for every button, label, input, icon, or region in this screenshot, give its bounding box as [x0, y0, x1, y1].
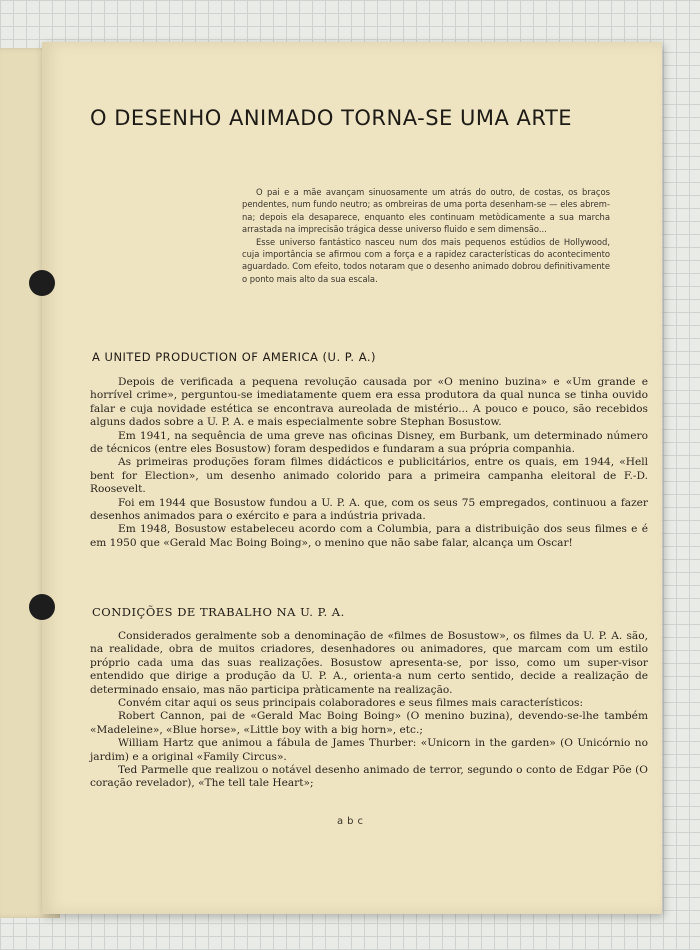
paragraph: Em 1941, na sequência de uma greve nas oficinas Disney, em Burbank, um determinado número de técnicos (entre eles Bosustow) foram despedidos e fundaram a sua própria companhia.: [90, 429, 648, 456]
paragraph: Robert Cannon, pai de «Gerald Mac Boing Boing» (O menino buzina), devendo-se-lhe também «Madeleine», «Blue horse», «Little boy with a big horn», etc.;: [90, 710, 648, 736]
document-page: [42, 42, 662, 914]
section-body-upa: [90, 376, 648, 550]
paragraph: Ted Parmelle que realizou o notável desenho animado de terror, segundo o conto de Edgar Põe (O coração revelador), «The tell tale Heart»;: [90, 764, 648, 790]
paragraph: Depois de verificada a pequena revolução causada por «O menino buzina» e «Um grande e horrível crime», perguntou-se imediatamente quem era essa produtora da qual nunca se tinha ouvido falar e cuja novidade estética se encontrava aureolada de mistério... A pouco e pouco, são recebidos alguns dados sobre a U. P. A. e mais especialmente sobre Stephan Bosustow.: [90, 376, 648, 429]
intro-paragraph: Esse universo fantástico nasceu num dos mais pequenos estúdios de Hollywood, cuja importância se afirmou com a força e a rapidez características do acontecimento aguardado. Com efeito, todos notaram que o desenho animado dobrou definitivamente o ponto mais alto da sua escala.: [242, 236, 610, 284]
paragraph: Em 1948, Bosustow estabeleceu acordo com a Columbia, para a distribuição dos seus filmes e é em 1950 que «Gerald Mac Boing Boing», o menino que não sabe falar, alcança um Oscar!: [90, 523, 648, 549]
section-heading-upa: A UNITED PRODUCTION OF AMERICA (U. P. A.): [92, 350, 377, 364]
paragraph: William Hartz que animou a fábula de James Thurber: «Unicorn in the garden» (O Unicórnio no jardim) e a original «Family Circus».: [90, 737, 648, 763]
paragraph: Considerados geralmente sob a denominação de «filmes de Bosustow», os filmes da U. P. A. são, na realidade, obra de muitos criadores, desenhadores ou animadores, que marcam com um estilo próprio cada uma das suas realizações. Bosustow apresenta-se, por isso, como um super-visor entendido que dirige a produção da U. P. A., orienta-a num certo sentido, decide a realização de determinado ensaio, mas não participa pràticamente na realização.: [90, 630, 648, 696]
punch-hole-top: [29, 270, 55, 296]
section-heading-conditions: CONDIÇÕES DE TRABALHO NA U. P. A.: [92, 605, 345, 619]
intro-excerpt: [242, 186, 610, 285]
page-title: O DESENHO ANIMADO TORNA-SE UMA ARTE: [90, 106, 573, 130]
punch-hole-bottom: [29, 594, 55, 620]
page-footer-mark: abc: [337, 816, 367, 827]
section-body-conditions: [90, 630, 648, 791]
intro-paragraph: O pai e a mãe avançam sinuosamente um atrás do outro, de costas, os braços pendentes, num fundo neutro; as ombreiras de uma porta desenham-se — eles abrem-na; depois ela desaparece, enquanto eles continuam metòdicamente a sua marcha arrastada na imprecisão trágica desse universo fluido e sem dimensão...: [242, 187, 610, 235]
paragraph: Convém citar aqui os seus principais colaboradores e seus filmes mais característicos:: [118, 697, 584, 710]
paragraph: As primeiras produções foram filmes didácticos e publicitários, entre os quais, em 1944, «Hell bent for Election», um desenho animado colorido para a primeira campanha eleitoral de F.-D. Roosevelt.: [90, 456, 648, 496]
paragraph: Foi em 1944 que Bosustow fundou a U. P. A. que, com os seus 75 empregados, continuou a fazer desenhos animados para o exército e para a indústria privada.: [90, 496, 648, 523]
